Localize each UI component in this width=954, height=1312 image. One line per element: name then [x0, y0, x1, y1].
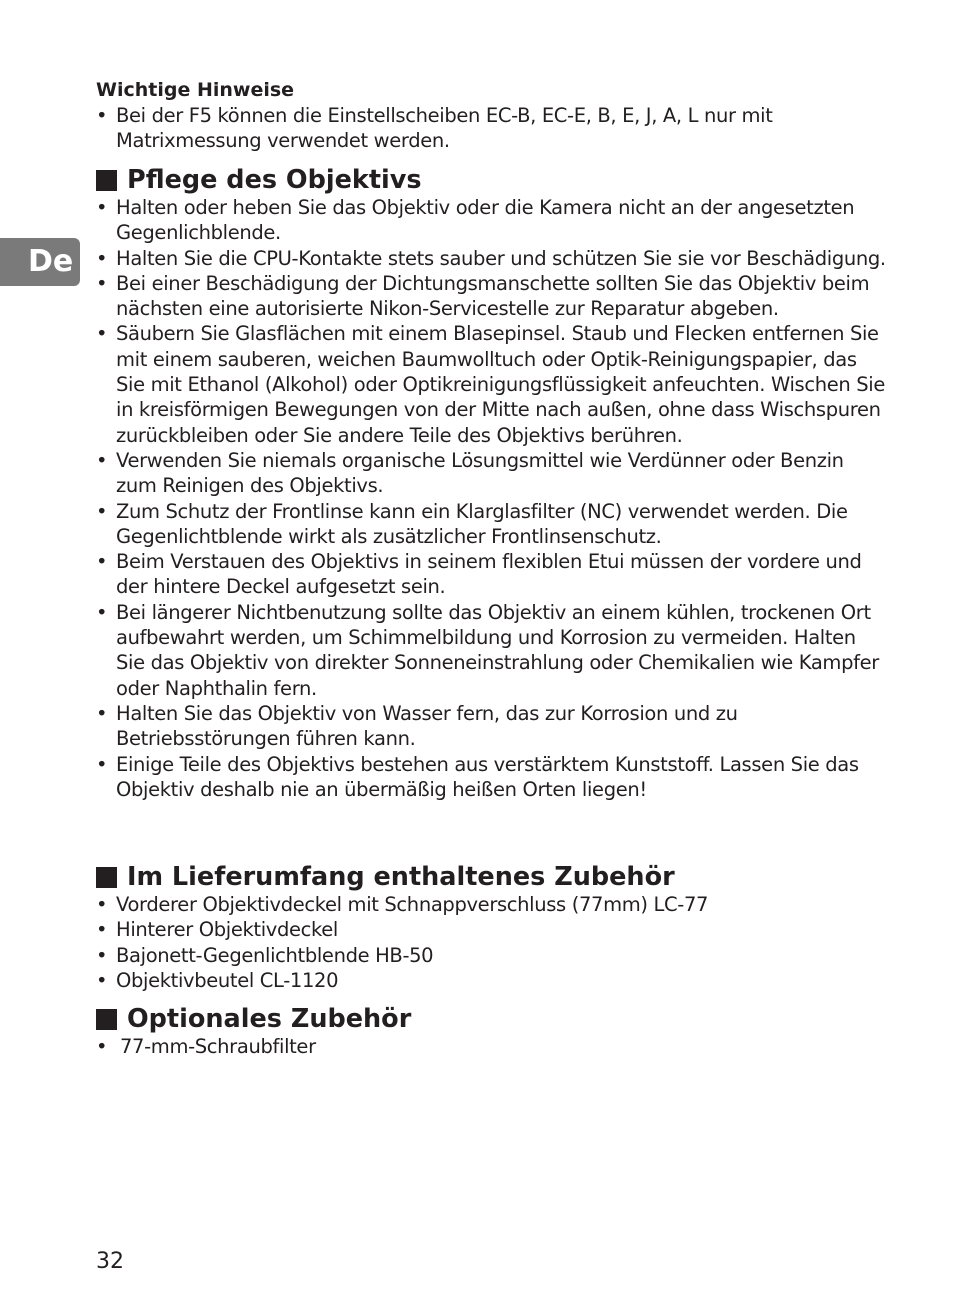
optional-accessories-title: Optionales Zubehör [127, 1004, 412, 1034]
list-item: • Beim Verstauen des Objektivs in seinem flexiblen Etui müssen der vordere und der hintere Deckel aufgesetzt sein. [96, 550, 862, 599]
list-item: • Verwenden Sie niemals organische Lösungsmittel wie Verdünner oder Benzin zum Reinigen des Objektivs. [96, 448, 844, 498]
lens-care-section [96, 165, 886, 802]
important-notes-title: Wichtige Hinweise [96, 79, 295, 101]
bullet-icon: • [96, 550, 108, 574]
bullet-icon: • [96, 271, 108, 295]
bullet-icon: • [96, 893, 108, 916]
important-notes-list [96, 103, 886, 154]
language-tab-label: De [28, 244, 74, 279]
lens-care-heading [96, 165, 886, 195]
list-item: • Einige Teile des Objektivs bestehen aus verstärktem Kunststoff. Lassen Sie das Objektiv deshalb nie an übermäßig heißen Orten liegen! [96, 752, 859, 801]
bullet-icon: • [96, 918, 108, 942]
bullet-icon: • [96, 322, 108, 346]
optional-accessories-section [96, 1004, 886, 1059]
list-item: • Bei einer Beschädigung der Dichtungsmanschette sollten Sie das Objektiv beim nächsten eine autorisierte Nikon-Servicestelle zur Reparatur abgeben. [96, 271, 870, 321]
list-item: • Bei der F5 können die Einstellscheiben EC-B, EC-E, B, E, J, A, L nur mit Matrixmessung verwendet werden. [96, 104, 773, 153]
list-item: • Halten Sie die CPU-Kontakte stets sauber und schützen Sie sie vor Beschädigung. [96, 246, 886, 270]
list-item: • Bei längerer Nichtbenutzung sollte das Objektiv an einem kühlen, trockenen Ort aufbewahrt werden, um Schimmelbildung und Korrosion zu vermeiden. Halten Sie das Objektiv von direkter Sonneneinstrahlung oder Chemikalien wie Kampfer oder Naphthalin fern. [96, 600, 879, 700]
optional-accessories-heading [96, 1004, 886, 1034]
bullet-icon: • [96, 1035, 108, 1058]
list-item: • 77-mm-Schraubfilter [96, 1035, 316, 1058]
list-item: • Zum Schutz der Frontlinse kann ein Klarglasfilter (NC) verwendet werden. Die Gegenlichtblende wirkt als zusätzlicher Frontlinsenschutz. [96, 499, 848, 548]
bullet-icon: • [96, 943, 108, 967]
included-accessories-list [96, 892, 886, 993]
bullet-icon: • [96, 499, 108, 523]
list-item: • Vorderer Objektivdeckel mit Schnappverschluss (77mm) LC-77 [96, 893, 709, 916]
bullet-icon: • [96, 752, 108, 776]
bullet-icon: • [96, 246, 108, 270]
included-accessories-title: Im Lieferumfang enthaltenes Zubehör [127, 862, 675, 892]
list-item: • Halten Sie das Objektiv von Wasser fern, das zur Korrosion und zu Betriebsstörungen führen kann. [96, 701, 738, 751]
page-number: 32 [96, 1249, 124, 1274]
list-item: • Bajonett-Gegenlichtblende HB-50 [96, 943, 434, 967]
list-item: • Objektivbeutel CL-1120 [96, 968, 339, 992]
bullet-icon: • [96, 701, 108, 725]
optional-accessories-list [96, 1034, 886, 1059]
lens-care-list [96, 195, 886, 802]
included-accessories-section [96, 862, 886, 993]
list-item: • Halten oder heben Sie das Objektiv oder die Kamera nicht an der angesetzten Gegenlichblende. [96, 196, 855, 245]
list-item: • Hinterer Objektivdeckel [96, 918, 338, 942]
important-notes-section [96, 78, 886, 154]
square-bullet-icon [96, 867, 117, 888]
bullet-icon: • [96, 196, 108, 219]
bullet-icon: • [96, 968, 108, 992]
language-tab [0, 238, 80, 286]
bullet-icon: • [96, 104, 108, 127]
lens-care-title: Pflege des Objektivs [127, 165, 422, 195]
list-item: • Säubern Sie Glasflächen mit einem Blasepinsel. Staub und Flecken entfernen Sie mit einem sauberen, weichen Baumwolltuch oder Optik-Reinigungspapier, das Sie mit Ethanol (Alkohol) oder Optikreinigungsflüssigkeit anfeuchten. Wischen Sie in kreisförmigen Bewegungen von der Mitte nach außen, ohne dass Wischspuren zurückbleiben oder Sie andere Teile des Objektivs berühren. [96, 322, 885, 447]
square-bullet-icon [96, 170, 117, 191]
bullet-icon: • [96, 600, 108, 624]
bullet-icon: • [96, 448, 108, 472]
square-bullet-icon [96, 1009, 117, 1030]
included-accessories-heading [96, 862, 886, 892]
